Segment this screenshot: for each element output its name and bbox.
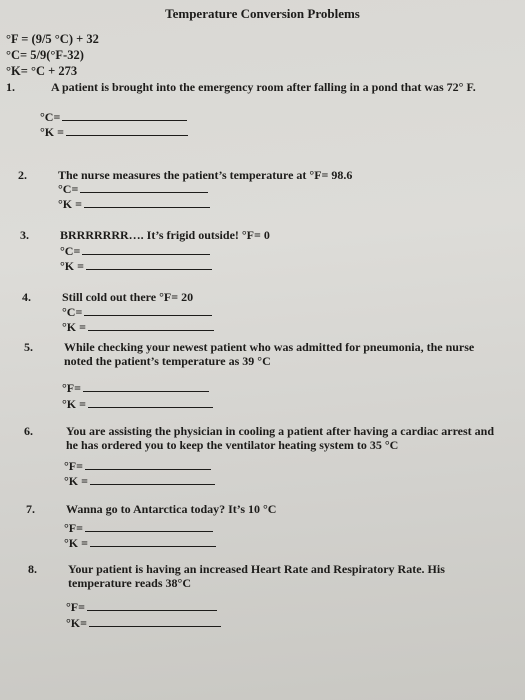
question-number: 4. [22, 290, 31, 304]
answer-6b [64, 474, 215, 488]
answer-2a [58, 182, 208, 196]
answer-label: °F= [62, 381, 81, 395]
answer-blank[interactable] [87, 610, 217, 611]
answer-label: °C= [62, 305, 83, 319]
answer-blank[interactable] [66, 135, 188, 136]
answer-8a [66, 600, 217, 614]
answer-label: °F= [64, 521, 83, 535]
question-number: 2. [18, 168, 27, 182]
answer-label: °K = [64, 536, 88, 550]
answer-label: °C= [60, 244, 81, 258]
answer-blank[interactable] [88, 407, 213, 408]
question-text: BRRRRRRR…. It’s frigid outside! °F= 0 [60, 228, 270, 242]
answer-blank[interactable] [83, 391, 209, 392]
answer-blank[interactable] [85, 531, 213, 532]
answer-blank[interactable] [85, 469, 211, 470]
answer-blank[interactable] [82, 254, 210, 255]
answer-1a [40, 110, 187, 124]
answer-5b [62, 397, 213, 411]
answer-label: °K = [62, 320, 86, 334]
question-text: The nurse measures the patient’s temperature at °F= 98.6 [58, 168, 353, 182]
question-number: 3. [20, 228, 29, 242]
question-number: 6. [24, 424, 33, 438]
answer-3b [60, 259, 212, 273]
question-number: 7. [26, 502, 35, 516]
question-text: Your patient is having an increased Heart Rate and Respiratory Rate. His temperature reads 38°C [68, 562, 445, 590]
answer-1b [40, 125, 188, 139]
answer-8b [66, 616, 221, 630]
answer-6a [64, 459, 211, 473]
question-text: You are assisting the physician in cooling a patient after having a cardiac arrest and he has ordered you to keep the ventilator heating system to 35 °C [66, 424, 495, 452]
formula-celsius: °C= 5/9(°F-32) [6, 48, 84, 62]
question-number: 1. [6, 80, 15, 94]
question-text: A patient is brought into the emergency room after falling in a pond that was 72° F. [51, 80, 476, 94]
answer-blank[interactable] [88, 330, 214, 331]
answer-4a [62, 305, 212, 319]
answer-blank[interactable] [80, 192, 208, 193]
formula-fahrenheit: °F = (9/5 °C) + 32 [6, 32, 99, 46]
answer-label: °F= [66, 600, 85, 614]
answer-3a [60, 244, 210, 258]
answer-label: °C= [58, 182, 79, 196]
answer-blank[interactable] [84, 315, 212, 316]
page-title: Temperature Conversion Problems [165, 6, 360, 21]
answer-label: °K = [62, 397, 86, 411]
answer-blank[interactable] [84, 207, 210, 208]
answer-5a [62, 381, 209, 395]
answer-blank[interactable] [90, 546, 216, 547]
answer-label: °K = [60, 259, 84, 273]
answer-blank[interactable] [90, 484, 215, 485]
formula-kelvin: °K= °C + 273 [6, 64, 78, 78]
question-number: 5. [24, 340, 33, 354]
answer-blank[interactable] [86, 269, 212, 270]
answer-label: °K = [64, 474, 88, 488]
answer-7b [64, 536, 216, 550]
answer-blank[interactable] [89, 626, 221, 627]
question-text: While checking your newest patient who was admitted for pneumonia, the nurse noted the patient’s temperature as 39 °C [64, 340, 475, 368]
answer-7a [64, 521, 213, 535]
answer-label: °K= [66, 616, 87, 630]
answer-2b [58, 197, 210, 211]
answer-4b [62, 320, 214, 334]
answer-label: °F= [64, 459, 83, 473]
question-text: Wanna go to Antarctica today? It’s 10 °C [66, 502, 277, 516]
answer-label: °K = [58, 197, 82, 211]
question-number: 8. [28, 562, 37, 576]
answer-blank[interactable] [62, 120, 187, 121]
question-text: Still cold out there °F= 20 [62, 290, 194, 304]
answer-label: °C= [40, 110, 61, 124]
answer-label: °K = [40, 125, 64, 139]
